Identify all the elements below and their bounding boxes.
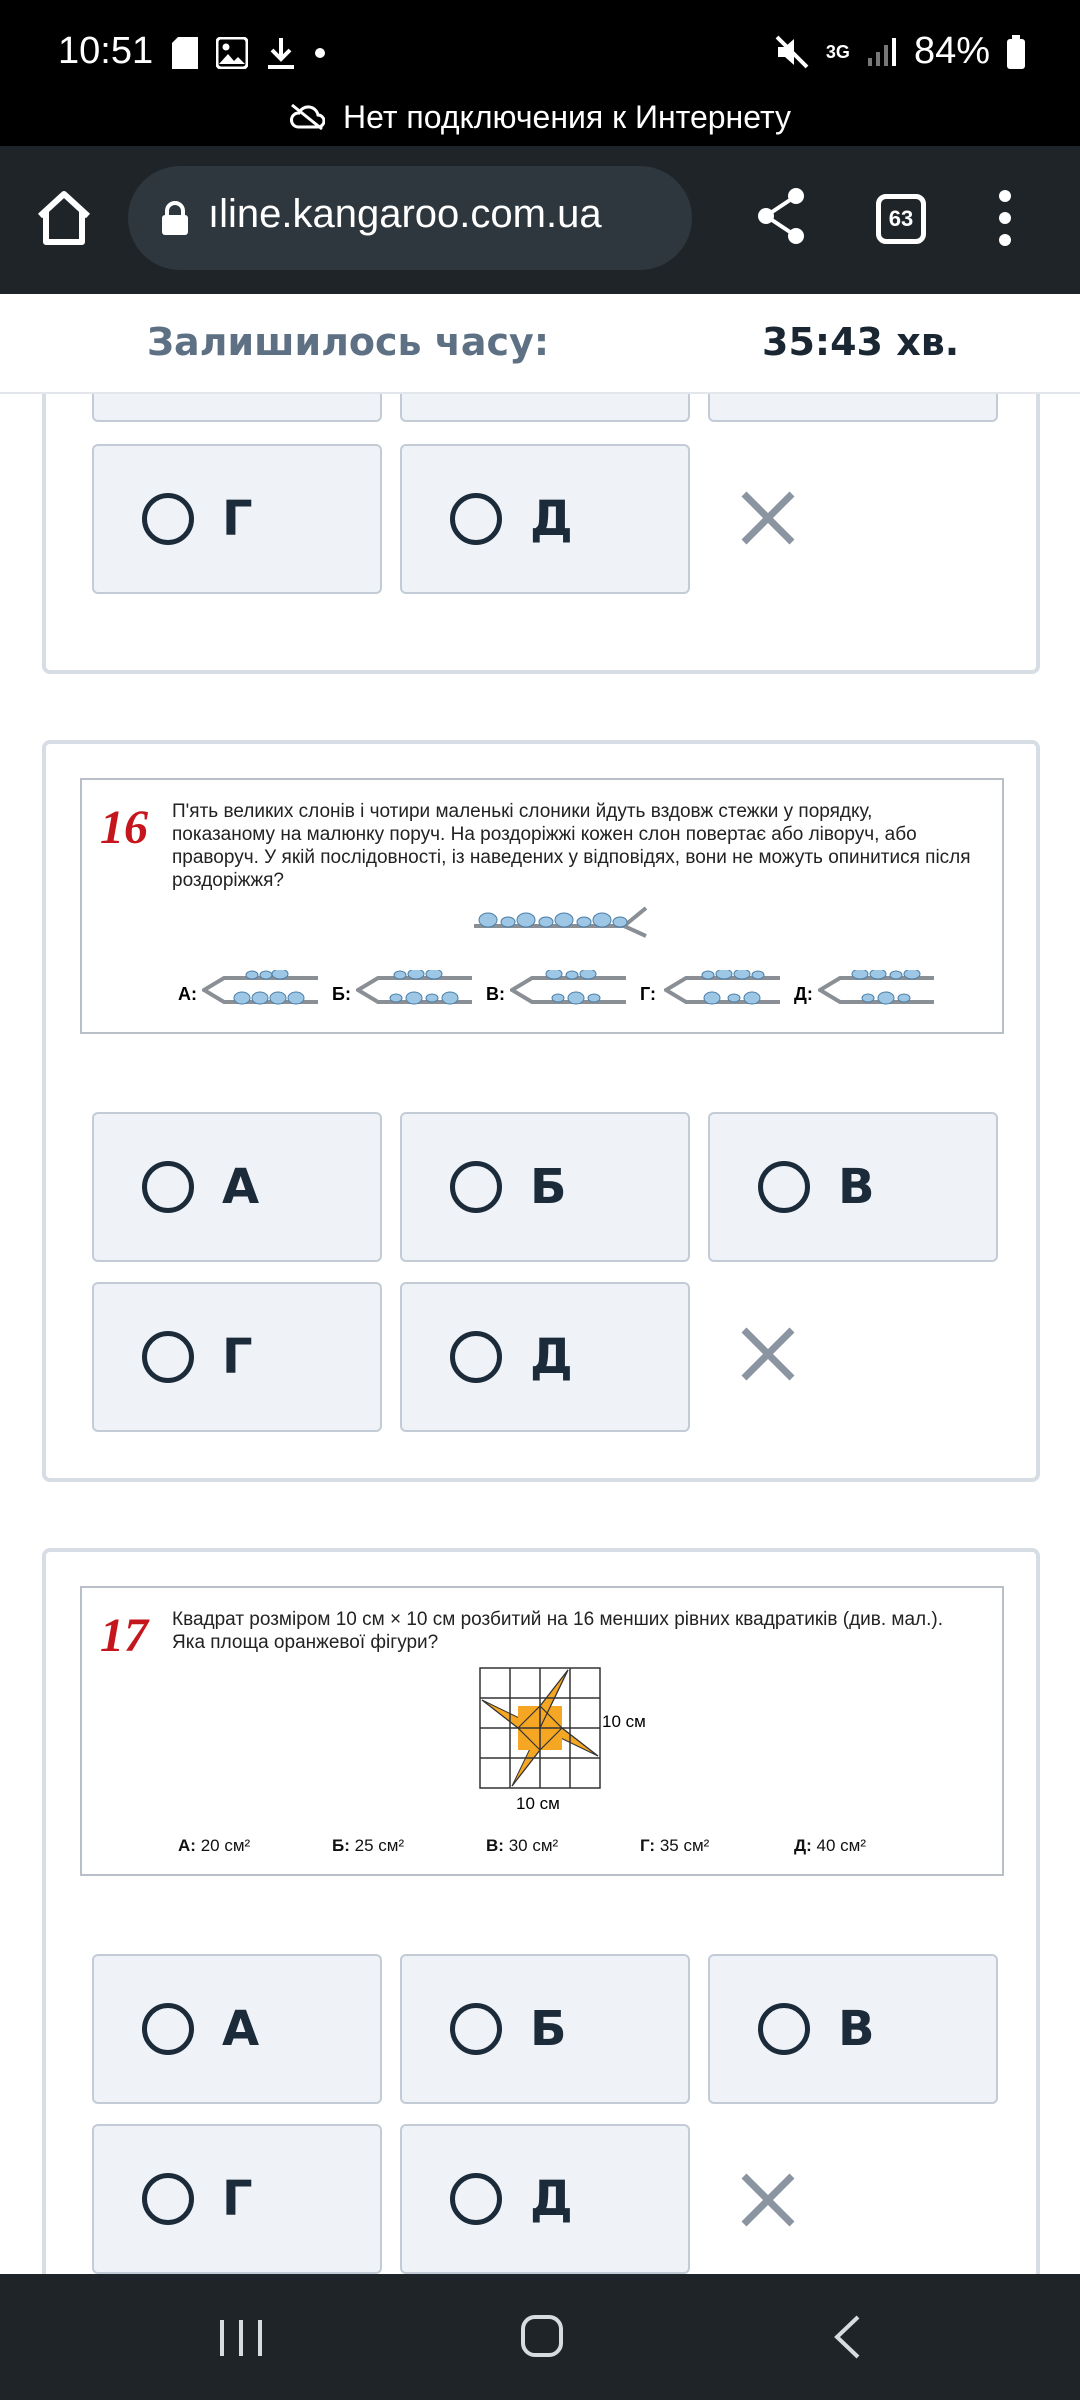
answer-letter: Б:	[332, 1836, 350, 1855]
question-number: 16	[100, 801, 148, 854]
question-number: 17	[100, 1609, 148, 1662]
answer-letter: В:	[486, 1836, 504, 1855]
fork-illustration-g	[664, 970, 780, 1010]
back-icon[interactable]	[832, 2314, 862, 2360]
radio-icon	[450, 2003, 502, 2055]
home-nav-icon[interactable]	[520, 2314, 564, 2358]
question-card-17	[42, 1548, 1040, 2274]
option-d[interactable]: Д	[400, 2124, 690, 2274]
question-text: П'ять великих слонів і чотири маленькі слоники йдуть вздовж стежки у порядку, показаному на малюнку поруч. На роздоріжжі кожен слон повертає або ліворуч, або праворуч. У якій послідовності, із наведених у відповідях, вони не можуть опинитися після роздоріжжя?	[172, 801, 971, 891]
question-image-17	[80, 1586, 1004, 1876]
radio-icon	[142, 1161, 194, 1213]
fork-illustration-v	[510, 970, 626, 1010]
mute-icon	[774, 34, 810, 70]
fork-illustration-a	[202, 970, 318, 1010]
offline-banner	[0, 88, 1080, 146]
radio-icon	[758, 2003, 810, 2055]
answer-label-g: Г:	[640, 984, 656, 1004]
question-card-15	[42, 394, 1040, 674]
url-text: ıline.kangaroo.com.ua	[208, 192, 602, 236]
question-image-16	[80, 778, 1004, 1034]
more-menu-icon[interactable]	[990, 186, 1020, 250]
grid-figure-illustration	[478, 1666, 602, 1790]
option-v[interactable]: В	[708, 1954, 998, 2104]
option-a[interactable]: А	[92, 1112, 382, 1262]
radio-icon	[142, 1331, 194, 1383]
answer-label-d: Д:	[794, 984, 813, 1004]
option-g[interactable]: Г	[92, 2124, 382, 2274]
share-icon[interactable]	[756, 186, 808, 246]
question-card-16	[42, 740, 1040, 1482]
sim-card-icon	[172, 37, 198, 69]
answer-values-row	[178, 1836, 978, 1856]
radio-icon	[758, 1161, 810, 1213]
option-b[interactable]: Б	[400, 1954, 690, 2104]
system-navigation-bar	[0, 2274, 1080, 2400]
timer-header	[0, 294, 1080, 394]
recent-apps-icon[interactable]	[218, 2318, 264, 2358]
offline-text: Нет подключения к Интернету	[343, 98, 791, 135]
address-bar[interactable]	[128, 166, 692, 270]
browser-toolbar	[0, 146, 1080, 294]
option-g[interactable]: Г	[92, 444, 382, 594]
home-icon[interactable]	[32, 186, 96, 250]
cloud-off-icon	[289, 103, 325, 131]
radio-icon	[142, 493, 194, 545]
answer-value: 35 см²	[659, 1836, 710, 1855]
question-text: Квадрат розміром 10 см × 10 см розбитий на 16 менших рівних квадратиків (див. мал.). Яка площа оранжевої фігури?	[172, 1609, 944, 1653]
dot-icon	[314, 47, 326, 59]
fork-illustration-d	[818, 970, 934, 1010]
answer-value: 40 см²	[816, 1836, 866, 1855]
option-g[interactable]: Г	[92, 1282, 382, 1432]
bottom-length-label: 10 см	[516, 1794, 560, 1813]
side-length-label: 10 см	[602, 1712, 646, 1731]
clear-answer-icon[interactable]	[738, 488, 798, 548]
download-icon	[266, 36, 296, 70]
answer-value: 25 см²	[354, 1836, 405, 1855]
questions-scroll-area[interactable]	[0, 394, 1080, 2274]
answer-letter: А:	[178, 1836, 196, 1855]
tabs-button[interactable]: 63	[876, 194, 926, 244]
radio-icon	[450, 1161, 502, 1213]
clear-answer-icon[interactable]	[738, 1324, 798, 1384]
radio-icon	[142, 2173, 194, 2225]
answer-label-b: Б:	[332, 984, 351, 1004]
radio-icon	[450, 493, 502, 545]
signal-icon	[866, 36, 898, 68]
battery-icon	[1006, 35, 1026, 69]
answer-value: 20 см²	[200, 1836, 251, 1855]
status-time: 10:51	[58, 30, 154, 72]
answer-label-a: А:	[178, 984, 197, 1004]
option-d[interactable]: Д	[400, 444, 690, 594]
answer-images-row	[178, 970, 998, 1010]
image-icon	[216, 37, 248, 69]
option-b[interactable]: Б	[400, 1112, 690, 1262]
fork-illustration-b	[356, 970, 472, 1010]
answer-label-v: В:	[486, 984, 505, 1004]
option-v[interactable]: В	[708, 1112, 998, 1262]
clear-answer-icon[interactable]	[738, 2170, 798, 2230]
option-b[interactable]	[400, 394, 690, 422]
timer-value: 35:43 хв.	[762, 320, 960, 364]
answer-value: 30 см²	[508, 1836, 559, 1855]
elephants-path-illustration	[474, 904, 654, 938]
network-type: 3G	[825, 41, 850, 62]
radio-icon	[142, 2003, 194, 2055]
lock-icon	[160, 200, 190, 236]
answer-letter: Д:	[794, 1836, 812, 1855]
battery-percent: 84%	[913, 30, 990, 72]
radio-icon	[450, 2173, 502, 2225]
option-a[interactable]	[92, 394, 382, 422]
option-d[interactable]: Д	[400, 1282, 690, 1432]
timer-label: Залишилось часу:	[147, 320, 550, 364]
option-a[interactable]: А	[92, 1954, 382, 2104]
answer-letter: Г:	[640, 1836, 656, 1855]
option-v[interactable]	[708, 394, 998, 422]
radio-icon	[450, 1331, 502, 1383]
